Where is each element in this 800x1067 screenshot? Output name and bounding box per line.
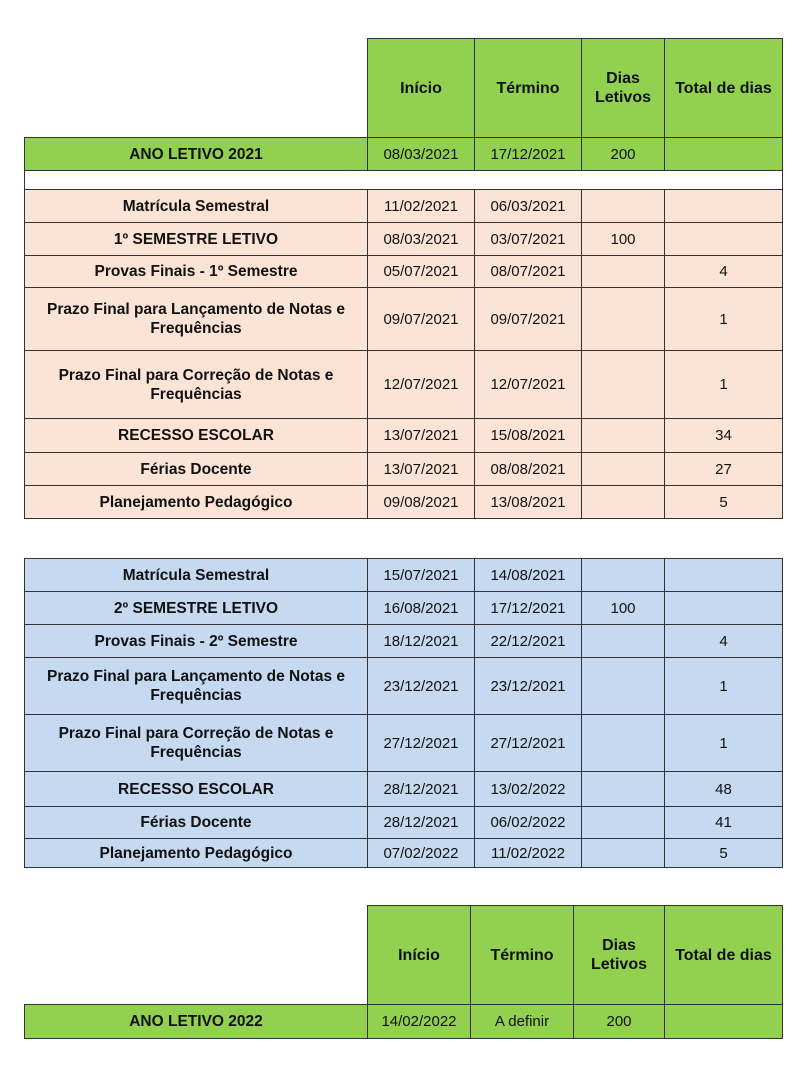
semestre1-row-termino: 12/07/2021 — [474, 350, 582, 419]
header-termino: Término — [474, 38, 582, 138]
semestre2-row-termino: 22/12/2021 — [474, 624, 582, 658]
semestre2-row-dias-letivos — [581, 624, 665, 658]
semestre1-row-label: Férias Docente — [24, 452, 368, 486]
semestre1-row-label: Matrícula Semestral — [24, 189, 368, 223]
semestre1-row-termino: 13/08/2021 — [474, 485, 582, 519]
semestre2-row-total-dias — [664, 591, 783, 625]
semestre1-row-total-dias: 34 — [664, 418, 783, 453]
semestre2-row-dias-letivos — [581, 806, 665, 839]
semestre1-row-inicio: 12/07/2021 — [367, 350, 475, 419]
semestre2-row-label: Planejamento Pedagógico — [24, 838, 368, 868]
semestre1-row-total-dias: 27 — [664, 452, 783, 486]
semestre2-row-dias-letivos — [581, 771, 665, 807]
semestre2-row-dias-letivos — [581, 657, 665, 715]
semestre1-row-label: Provas Finais - 1º Semestre — [24, 255, 368, 288]
semestre2-row-total-dias: 1 — [664, 657, 783, 715]
semestre1-row-label: 1º SEMESTRE LETIVO — [24, 222, 368, 256]
semestre2-row-termino: 13/02/2022 — [474, 771, 582, 807]
semestre2-row-dias-letivos: 100 — [581, 591, 665, 625]
ano-letivo-2022-total-dias — [664, 1004, 783, 1039]
semestre1-row-label: Planejamento Pedagógico — [24, 485, 368, 519]
semestre2-row-total-dias: 41 — [664, 806, 783, 839]
semestre2-row-dias-letivos — [581, 838, 665, 868]
semestre2-row-inicio: 16/08/2021 — [367, 591, 475, 625]
semestre1-row-termino: 06/03/2021 — [474, 189, 582, 223]
semestre2-row-label: Prazo Final para Lançamento de Notas e Frequências — [24, 657, 368, 715]
ano-letivo-2021-inicio: 08/03/2021 — [367, 137, 475, 171]
semestre2-row-inicio: 23/12/2021 — [367, 657, 475, 715]
semestre1-row-total-dias — [664, 189, 783, 223]
semestre1-row-termino: 15/08/2021 — [474, 418, 582, 453]
semestre1-row-total-dias: 1 — [664, 350, 783, 419]
semestre1-row-total-dias: 5 — [664, 485, 783, 519]
semestre1-row-inicio: 08/03/2021 — [367, 222, 475, 256]
header-total-dias: Total de dias — [664, 905, 783, 1005]
semestre2-row-termino: 27/12/2021 — [474, 714, 582, 772]
header-dias-letivos: Dias Letivos — [581, 38, 665, 138]
header-total-dias: Total de dias — [664, 38, 783, 138]
semestre1-row-dias-letivos — [581, 418, 665, 453]
semestre2-row-termino: 23/12/2021 — [474, 657, 582, 715]
semestre1-row-dias-letivos — [581, 189, 665, 223]
semestre2-row-total-dias: 5 — [664, 838, 783, 868]
semestre2-row-inicio: 15/07/2021 — [367, 558, 475, 592]
ano-letivo-2021-termino: 17/12/2021 — [474, 137, 582, 171]
semestre2-row-termino: 17/12/2021 — [474, 591, 582, 625]
semestre1-row-dias-letivos — [581, 350, 665, 419]
semestre2-row-termino: 11/02/2022 — [474, 838, 582, 868]
header-termino: Término — [470, 905, 574, 1005]
semestre1-row-label: Prazo Final para Lançamento de Notas e Frequências — [24, 287, 368, 351]
semestre2-row-label: Prazo Final para Correção de Notas e Frequências — [24, 714, 368, 772]
semestre2-row-label: Matrícula Semestral — [24, 558, 368, 592]
header-dias-letivos: Dias Letivos — [573, 905, 665, 1005]
ano-letivo-2021-dias-letivos: 200 — [581, 137, 665, 171]
semestre2-row-termino: 06/02/2022 — [474, 806, 582, 839]
semestre2-row-inicio: 07/02/2022 — [367, 838, 475, 868]
header-inicio: Início — [367, 38, 475, 138]
semestre1-row-total-dias — [664, 222, 783, 256]
semestre2-row-inicio: 27/12/2021 — [367, 714, 475, 772]
semestre1-row-dias-letivos — [581, 485, 665, 519]
ano-letivo-2022-inicio: 14/02/2022 — [367, 1004, 471, 1039]
semestre1-row-total-dias: 1 — [664, 287, 783, 351]
semestre1-row-dias-letivos: 100 — [581, 222, 665, 256]
ano-letivo-2021-total-dias — [664, 137, 783, 171]
semestre2-row-inicio: 28/12/2021 — [367, 806, 475, 839]
semestre2-row-label: Provas Finais - 2º Semestre — [24, 624, 368, 658]
spacer-row — [24, 170, 783, 190]
semestre2-row-total-dias: 48 — [664, 771, 783, 807]
semestre1-row-dias-letivos — [581, 255, 665, 288]
semestre1-row-dias-letivos — [581, 287, 665, 351]
semestre2-row-inicio: 18/12/2021 — [367, 624, 475, 658]
semestre2-row-dias-letivos — [581, 714, 665, 772]
header-inicio: Início — [367, 905, 471, 1005]
semestre1-row-inicio: 09/08/2021 — [367, 485, 475, 519]
semestre1-row-total-dias: 4 — [664, 255, 783, 288]
semestre1-row-dias-letivos — [581, 452, 665, 486]
ano-letivo-2022-dias-letivos: 200 — [573, 1004, 665, 1039]
semestre2-row-inicio: 28/12/2021 — [367, 771, 475, 807]
semestre1-row-termino: 09/07/2021 — [474, 287, 582, 351]
semestre1-row-inicio: 05/07/2021 — [367, 255, 475, 288]
semestre2-row-termino: 14/08/2021 — [474, 558, 582, 592]
semestre2-row-dias-letivos — [581, 558, 665, 592]
semestre2-row-label: 2º SEMESTRE LETIVO — [24, 591, 368, 625]
semestre1-row-inicio: 13/07/2021 — [367, 418, 475, 453]
semestre1-row-termino: 08/08/2021 — [474, 452, 582, 486]
ano-letivo-2021-label: ANO LETIVO 2021 — [24, 137, 368, 171]
ano-letivo-2022-termino: A definir — [470, 1004, 574, 1039]
semestre1-row-inicio: 13/07/2021 — [367, 452, 475, 486]
semestre1-row-inicio: 09/07/2021 — [367, 287, 475, 351]
semestre2-row-total-dias — [664, 558, 783, 592]
semestre1-row-label: Prazo Final para Correção de Notas e Frequências — [24, 350, 368, 419]
semestre1-row-label: RECESSO ESCOLAR — [24, 418, 368, 453]
semestre1-row-inicio: 11/02/2021 — [367, 189, 475, 223]
semestre2-row-label: Férias Docente — [24, 806, 368, 839]
semestre2-row-label: RECESSO ESCOLAR — [24, 771, 368, 807]
semestre1-row-termino: 08/07/2021 — [474, 255, 582, 288]
ano-letivo-2022-label: ANO LETIVO 2022 — [24, 1004, 368, 1039]
semestre2-row-total-dias: 1 — [664, 714, 783, 772]
semestre2-row-total-dias: 4 — [664, 624, 783, 658]
semestre1-row-termino: 03/07/2021 — [474, 222, 582, 256]
